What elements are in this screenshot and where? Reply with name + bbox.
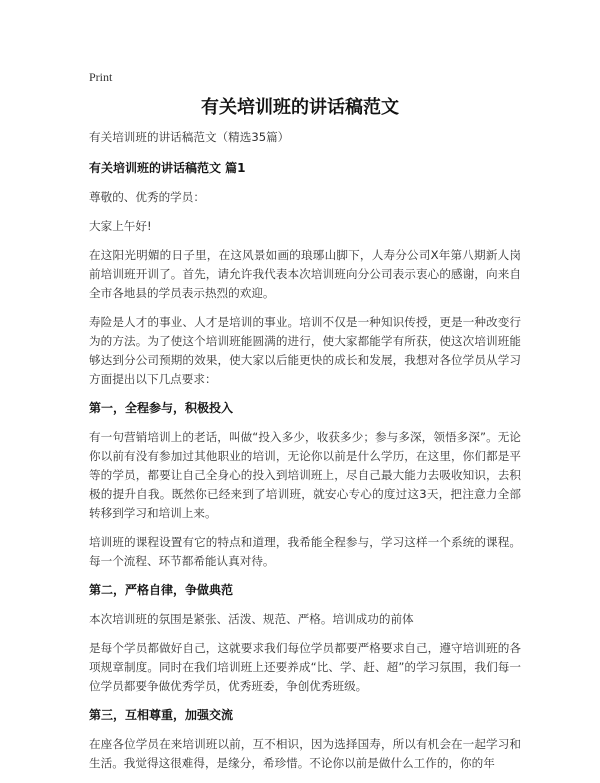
document-title: 有关培训班的讲话稿范文 [201, 97, 399, 118]
section-heading: 第二，严格自律，争做典范 [89, 583, 234, 597]
document-body [89, 128, 521, 783]
paragraph: 在这阳光明媚的日子里，在这风景如画的琅琊山脚下，人寿分公司X年第八期新人岗前培训班开训了。首先，请允许我代表本次培训班向分公司表示衷心的感谢，向来自全市各地县的学员表示热烈的欢迎。 [89, 248, 521, 300]
section-heading: 第一，全程参与，积极投入 [89, 401, 234, 415]
paragraph: 本次培训班的氛围是紧张、活泼、规范、严格。培训成功的前体 [89, 612, 414, 626]
document-subtitle: 有关培训班的讲话稿范文（精选35篇） [89, 130, 290, 144]
paragraph: 在座各位学员在来培训班以前，互不相识，因为选择国寿，所以有机会在一起学习和生活。我觉得这很难得，是缘分，希珍惜。不论你以前是做什么工作的，你的年 [89, 737, 521, 770]
paragraph: 是每个学员都做好自己，这就要求我们每位学员都要严格要求自己，遵守培训班的各项规章制度。同时在我们培训班上还要养成“比、学、赶、超”的学习氛围，我们每一位学员都要争做优秀学员，优秀班委，争创优秀班级。 [89, 641, 521, 693]
paragraph: 寿险是人才的事业、人才是培训的事业。培训不仅是一种知识传授，更是一种改变行为的方法。为了使这个培训班能圆满的进行，使大家都能学有所获，使这次培训班能够达到分公司预期的效果，使大家以后能更快的成长和发展，我想对各位学员从学习方面提出以下几点要求： [89, 315, 521, 386]
greeting: 大家上午好! [89, 219, 152, 233]
article-heading: 有关培训班的讲话稿范文 篇1 [89, 161, 246, 175]
section-heading: 第三，互相尊重，加强交流 [89, 708, 234, 722]
salutation: 尊敬的、优秀的学员： [89, 190, 205, 204]
paragraph: 培训班的课程设置有它的特点和道理，我希能全程参与，学习这样一个系统的课程。每一个流程、环节都希能认真对待。 [89, 535, 521, 568]
paragraph: 有一句营销培训上的老话，叫做“投入多少，收获多少；参与多深，领悟多深”。无论你以前有没有参加过其他职业的培训，无论你以前是什么学历，在这里，你们都是平等的学员，都要让自己全身心的投入到培训班上，尽自己最大能力去吸收知识，去积极的提升自我。既然你已经来到了培训班，就安心专心的度过这3天，把注意力全部转移到学习和培训上来。 [89, 430, 521, 520]
print-link[interactable]: Print [89, 70, 113, 84]
